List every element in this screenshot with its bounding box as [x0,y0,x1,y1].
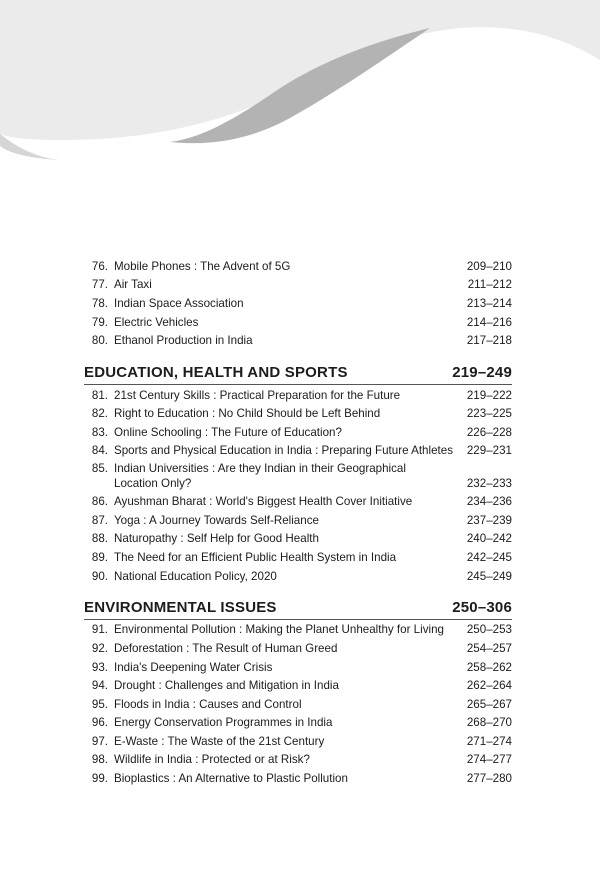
entry-number: 89. [91,551,108,564]
entry-title: Air Taxi [114,278,152,291]
entry-pages: 226–228 [466,426,512,439]
entry-title: Indian Universities : Are they Indian in their Geographical Location Only? [114,462,406,490]
entry-number: 78. [91,297,108,310]
entry-pages: 277–280 [466,772,512,785]
entry-number: 92. [91,642,108,655]
entry-number: 81. [91,389,108,402]
entry-title: Ayushman Bharat : World's Biggest Health Cover Initiative [114,495,413,508]
entry-pages: 240–242 [466,532,512,545]
entry-title: Sports and Physical Education in India : Preparing Future Athletes [114,444,453,457]
toc-entry[interactable] [80,461,512,491]
entry-pages: 268–270 [466,716,512,729]
entry-title: Indian Space Association [114,297,244,310]
entry-title: E-Waste : The Waste of the 21st Century [114,735,325,748]
entry-pages: 213–214 [466,297,512,310]
entry-pages: 271–274 [466,735,512,748]
entry-pages: 234–236 [466,495,512,508]
entry-number: 90. [91,570,108,583]
entry-number: 80. [91,334,108,347]
section-title: ENVIRONMENTAL ISSUES [84,599,277,616]
entry-pages: 274–277 [466,753,512,766]
entry-title: Floods in India : Causes and Control [114,698,302,711]
entry-title: Drought : Challenges and Mitigation in India [114,679,339,692]
entry-title: Energy Conservation Programmes in India [114,716,333,729]
entry-number: 94. [91,679,108,692]
entry-title: Deforestation : The Result of Human Greed [114,642,338,655]
entry-number: 85. [91,462,108,475]
entry-pages: 223–225 [466,407,512,420]
entry-title: 21st Century Skills : Practical Preparation for the Future [114,389,401,402]
entry-pages: 217–218 [466,334,512,347]
entry-pages: 219–222 [466,389,512,402]
entry-pages: 250–253 [466,623,512,636]
entry-number: 97. [91,735,108,748]
entry-number: 95. [91,698,108,711]
section-pages: 250–306 [452,599,512,616]
entry-title: Bioplastics : An Alternative to Plastic Pollution [114,772,348,785]
entry-title: Online Schooling : The Future of Education? [114,426,342,439]
entry-title: Environmental Pollution : Making the Planet Unhealthy for Living [114,623,444,636]
entry-number: 86. [91,495,108,508]
entry-number: 99. [91,772,108,785]
section-pages: 219–249 [452,364,512,381]
entry-number: 96. [91,716,108,729]
entry-pages: 245–249 [466,570,512,583]
entry-pages: 265–267 [466,698,512,711]
entry-number: 82. [91,407,108,420]
entry-number: 87. [91,514,108,527]
entry-number: 77. [91,278,108,291]
section-title: EDUCATION, HEALTH AND SPORTS [84,364,348,381]
section-divider [84,384,512,385]
entry-pages: 258–262 [466,661,512,674]
section-divider [84,619,512,620]
section-heading [84,599,512,616]
entry-title: Right to Education : No Child Should be Left Behind [114,407,381,420]
entry-title: India's Deepening Water Crisis [114,661,273,674]
entry-title: Ethanol Production in India [114,334,253,347]
entry-pages: 229–231 [466,444,512,457]
entry-title: National Education Policy, 2020 [114,570,277,583]
entry-title: Wildlife in India : Protected or at Risk? [114,753,310,766]
entry-pages: 232–233 [466,477,512,490]
entry-number: 76. [91,260,108,273]
entry-title: Electric Vehicles [114,316,199,329]
entry-number: 88. [91,532,108,545]
entry-number: 83. [91,426,108,439]
entry-title: Mobile Phones : The Advent of 5G [114,260,291,273]
entry-title: Naturopathy : Self Help for Good Health [114,532,319,545]
entry-number: 91. [91,623,108,636]
entry-pages: 262–264 [466,679,512,692]
entry-pages: 237–239 [466,514,512,527]
entry-number: 79. [91,316,108,329]
decorative-wave-header [0,0,600,200]
entry-pages: 211–212 [467,278,512,291]
entry-number: 98. [91,753,108,766]
entry-pages: 254–257 [466,642,512,655]
section-heading [84,364,512,381]
entry-pages: 214–216 [466,316,512,329]
entry-pages: 242–245 [466,551,512,564]
entry-title: The Need for an Efficient Public Health System in India [114,551,397,564]
entry-pages: 209–210 [466,260,512,273]
entry-number: 84. [91,444,108,457]
entry-number: 93. [91,661,108,674]
entry-title: Yoga : A Journey Towards Self-Reliance [114,514,319,527]
